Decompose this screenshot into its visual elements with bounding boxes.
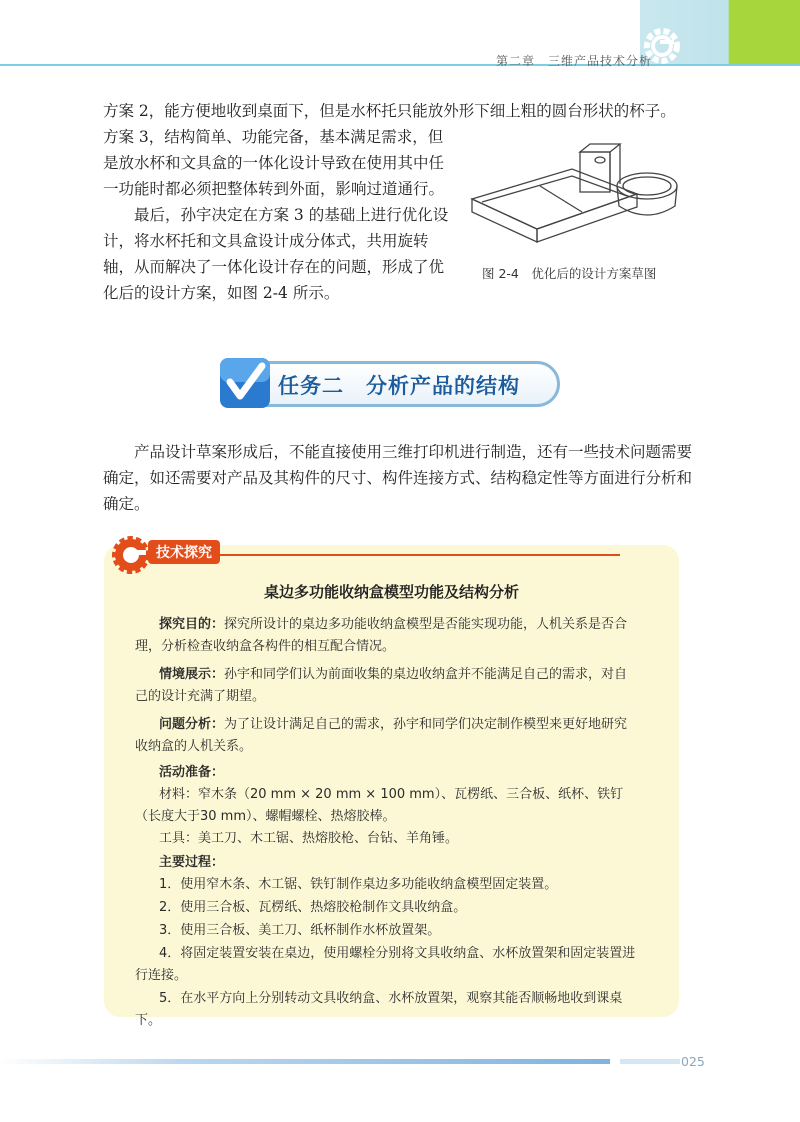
prep-heading	[135, 762, 640, 784]
chapter-title: 第二章 三维产品技术分析	[495, 54, 652, 68]
tools-text: 工具：美工刀、木工锯、热熔胶枪、台钻、羊角锤。	[159, 831, 459, 846]
task-heading	[278, 370, 520, 400]
scene-label: 情境展示：	[159, 667, 225, 682]
step-item: 3．使用三合板、美工刀、纸杯制作水杯放置架。	[159, 923, 441, 938]
purpose-text	[135, 614, 640, 658]
box-title-rule	[150, 554, 620, 556]
footer-rule	[0, 1059, 610, 1064]
paragraph-intro: 产品设计草案形成后，不能直接使用三维打印机进行制造，还有一些技术问题需要确定，如还需要对产品及其构件的尺寸、构件连接方式、结构稳定性等方面进行分析和确定。	[103, 443, 693, 513]
process-heading	[135, 852, 640, 874]
step-item: 2．使用三合板、瓦楞纸、热熔胶枪制作文具收纳盒。	[159, 900, 467, 915]
box-title: 桌边多功能收纳盒模型功能及结构分析	[263, 583, 519, 601]
step-item: 5．在水平方向上分别转动文具收纳盒、水杯放置架，观察其能否顺畅地收到课桌下。	[135, 991, 623, 1028]
gear-icon	[640, 24, 684, 68]
process-label: 主要过程：	[159, 855, 225, 870]
scene-body: 孙宇和同学们认为前面收集的桌边收纳盒并不能满足自己的需求，对自己的设计充满了期望。	[135, 667, 628, 704]
scene-text	[135, 664, 640, 708]
prep-label: 活动准备：	[159, 765, 225, 780]
task-number: 任务二	[278, 374, 344, 398]
purpose-label: 探究目的：	[159, 617, 225, 632]
purpose-body: 探究所设计的桌边多功能收纳盒模型是否能实现功能，人机关系是否合理，分析检查收纳盒各构件的相互配合情况。	[135, 617, 628, 654]
problem-label: 问题分析：	[159, 717, 225, 732]
task-title: 分析产品的结构	[366, 374, 520, 398]
paragraph-scheme-3: 方案 3，结构简单、功能完备，基本满足需求，但是放水杯和文具盒的一体化设计导致在使用其中任一功能时都必须把整体转到外面，影响过道通行。	[103, 128, 445, 198]
badge-label: 技术探究	[148, 540, 220, 564]
paragraph-scheme-2: 方案 2，能方便地收到桌面下，但是水杯托只能放外形下细上粗的圆台形状的杯子。	[103, 102, 676, 120]
checkmark-icon	[216, 354, 274, 412]
step-item: 1．使用窄木条、木工锯、铁钉制作桌边多功能收纳盒模型固定装置。	[159, 877, 558, 892]
paragraph-final: 最后，孙宇决定在方案 3 的基础上进行优化设计，将水杯托和文具盒设计成分体式，共用旋转轴，从而解决了一体化设计存在的问题，形成了优化后的设计方案，如图 2-4 所示。	[103, 206, 449, 302]
page-number: 025	[681, 1054, 705, 1069]
problem-text	[135, 714, 640, 758]
footer-rule-end	[620, 1059, 680, 1064]
problem-body: 为了让设计满足自己的需求，孙宇和同学们决定制作模型来更好地研究收纳盒的人机关系。	[135, 717, 628, 754]
figure-caption: 图 2-4 优化后的设计方案草图	[482, 266, 657, 281]
design-sketch-figure	[462, 124, 692, 264]
materials-text: 材料：窄木条（20 mm × 20 mm × 100 mm）、瓦楞纸、三合板、纸杯、铁钉（长度大于30 mm）、螺帽螺栓、热熔胶棒。	[135, 787, 624, 824]
step-item: 4．将固定装置安装在桌边，使用螺栓分别将文具收纳盒、水杯放置架和固定装置进行连接。	[135, 946, 636, 983]
